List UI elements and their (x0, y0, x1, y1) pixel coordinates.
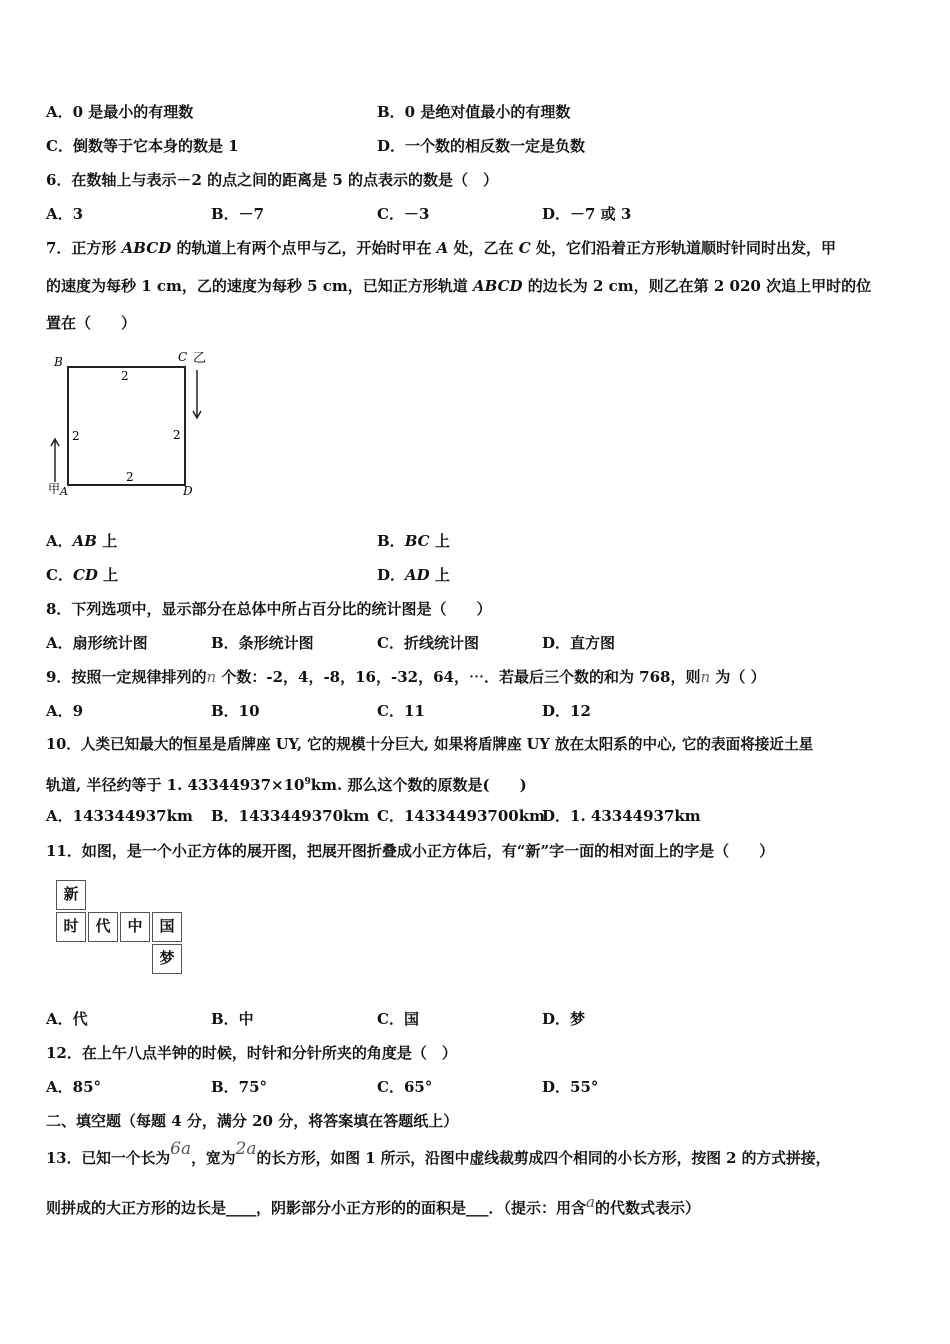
vertex-d-label: D (183, 484, 193, 498)
variable-a: a (586, 1193, 595, 1211)
q11-option-a: A．代 (46, 1010, 88, 1028)
q11-stem: 11．如图，是一个小正方体的展开图，把展开图折叠成小正方体后，有“新”字一面的相对面上的字是（ ） (46, 842, 775, 860)
q6-option-b: B．－7 (211, 205, 265, 223)
side-right-label: 2 (173, 428, 181, 442)
q7-stem-line2: 的速度为每秒 1 cm，乙的速度为每秒 5 cm，已知正方形轨道 ABCD 的边长为 2 cm，则乙在第 2 020 次追上甲时的位 (46, 277, 872, 295)
q11-option-b: B．中 (211, 1010, 254, 1028)
q10-option-a: A．143344937km (46, 807, 193, 825)
q8-option-c: C．折线统计图 (377, 634, 479, 652)
section-2-title: 二、填空题（每题 4 分，满分 20 分，将答案填在答题纸上） (46, 1112, 459, 1130)
net-cell-3: 中 (120, 912, 150, 942)
net-cell-1: 时 (56, 912, 86, 942)
variable-n: n (700, 668, 711, 686)
q8-option-d: D．直方图 (542, 634, 616, 652)
q6-option-d: D．－7 或 3 (542, 205, 632, 223)
expr-6a: 6a (170, 1139, 192, 1159)
q5-option-b: B．0 是绝对值最小的有理数 (377, 103, 571, 121)
q10-stem-line2: 轨道, 半径约等于 1. $43344937\times 10^9km$. 那么这个数的原数是( ) (46, 776, 527, 794)
q6-option-c: C．－3 (377, 205, 430, 223)
yi-label: 乙 (193, 351, 207, 366)
q6-stem: 6．在数轴上与表示－2 的点之间的距离是 5 的点表示的数是（ ） (46, 171, 498, 189)
q11-option-c: C．国 (377, 1010, 419, 1028)
q12-option-d: D．55° (542, 1078, 599, 1096)
vertex-b-label: B (54, 355, 63, 369)
net-cell-bottom: 梦 (152, 944, 182, 974)
q10-option-b: B．1433449370km (211, 807, 370, 825)
net-cell-2: 代 (88, 912, 118, 942)
q7-option-d: D．AD 上 (377, 566, 450, 584)
q9-option-d: D．12 (542, 702, 591, 720)
q6-option-a: A．3 (46, 205, 84, 223)
q12-option-b: B．75° (211, 1078, 268, 1096)
side-bottom-label: 2 (126, 470, 134, 484)
q12-option-c: C．65° (377, 1078, 433, 1096)
q8-option-a: A．扇形统计图 (46, 634, 148, 652)
q9-option-b: B．10 (211, 702, 260, 720)
net-cell-top: 新 (56, 880, 86, 910)
q7-stem-line1: 7．正方形 ABCD 的轨道上有两个点甲与乙，开始时甲在 A 处，乙在 C 处，它们沿着正方形轨道顺时针同时出发，甲 (46, 239, 836, 257)
q7-option-b: B．BC 上 (377, 532, 450, 550)
q5-option-d: D．一个数的相反数一定是负数 (377, 137, 586, 155)
q7-stem-line3: 置在（ ） (46, 314, 137, 332)
variable-n: n (206, 668, 217, 686)
side-left-label: 2 (72, 429, 80, 443)
side-top-label: 2 (121, 369, 129, 383)
q12-stem: 12．在上午八点半钟的时候，时针和分针所夹的角度是（ ） (46, 1044, 457, 1062)
q10-option-c: C．14334493700km (377, 807, 546, 825)
q7-square-figure (44, 345, 224, 505)
q11-option-d: D．梦 (542, 1010, 586, 1028)
vertex-a-label: A (60, 485, 68, 498)
square-track (68, 367, 185, 485)
q13-stem-line2: 则拼成的大正方形的边长是____，阴影部分小正方形的的面积是___．（提示：用含a的代数式表示） (46, 1193, 700, 1217)
q8-stem: 8．下列选项中，显示部分在总体中所占百分比的统计图是（ ） (46, 600, 492, 618)
q5-option-a: A．0 是最小的有理数 (46, 103, 194, 121)
q10-stem-line1: 10．人类已知最大的恒星是盾牌座 UY, 它的规模十分巨大, 如果将盾牌座 UY 放在太阳系的中心, 它的表面将接近土星 (46, 736, 814, 753)
q13-stem-line1: 13．已知一个长为6a，宽为2a的长方形，如图 1 所示，沿图中虚线裁剪成四个相同的小长方形，按图 2 的方式拼接， (46, 1139, 831, 1167)
q12-option-a: A．85° (46, 1078, 102, 1096)
expr-2a: 2a (235, 1139, 257, 1159)
jia-label: 甲 (48, 482, 61, 496)
q10-option-d: D．1. 43344937km (542, 807, 701, 825)
net-cell-4: 国 (152, 912, 182, 942)
q5-option-c: C．倒数等于它本身的数是 1 (46, 137, 239, 155)
q8-option-b: B．条形统计图 (211, 634, 314, 652)
vertex-c-label: C (178, 350, 188, 364)
q7-option-c: C．CD 上 (46, 566, 119, 584)
q7-option-a: A．AB 上 (46, 532, 118, 550)
q9-option-c: C．11 (377, 702, 425, 720)
q9-stem: 9．按照一定规律排列的n 个数：-2，4，-8，16，-32，64，⋯．若最后三个数的和为 768，则n 为（ ） (46, 668, 766, 686)
q9-option-a: A．9 (46, 702, 84, 720)
